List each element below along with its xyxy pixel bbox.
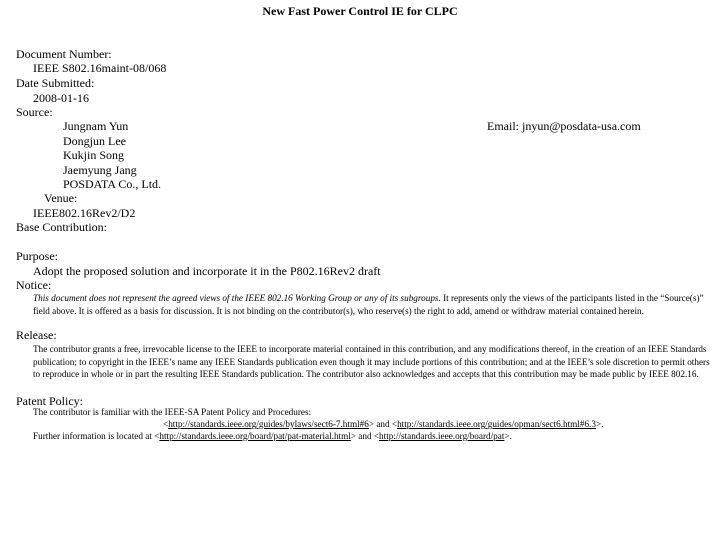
bracket-text: >. xyxy=(595,419,604,429)
document-number-label: Document Number: xyxy=(16,47,112,61)
connector-text: > and < xyxy=(368,419,398,429)
patent-further-info xyxy=(33,430,512,443)
source-email: Email: jnyun@posdata-usa.com xyxy=(487,119,641,133)
venue-label: Venue: xyxy=(44,191,78,205)
purpose-label: Purpose: xyxy=(16,249,58,263)
bylaws-link[interactable]: http://standards.ieee.org/guides/bylaws/sect6-7.html#6 xyxy=(168,419,369,429)
pat-board-link[interactable]: http://standards.ieee.org/board/pat xyxy=(379,431,505,441)
venue-value: IEEE802.16Rev2/D2 xyxy=(33,206,136,220)
source-name: Dongjun Lee xyxy=(63,134,126,148)
further-info-text: Further information is located at < xyxy=(33,431,160,441)
release-label: Release: xyxy=(16,328,57,342)
date-submitted-label: Date Submitted: xyxy=(16,76,95,90)
pat-material-link[interactable]: http://standards.ieee.org/board/pat/pat-material.html xyxy=(159,431,351,441)
notice-body: . It represents only the views of the participants listed in the “Source(s)” field above. It is offered as a basis for discussion. It is not binding on the contributor(s), who reserve(s) the right to add, amend or withdraw material contained herein. xyxy=(33,293,704,316)
patent-policy-label: Patent Policy: xyxy=(16,394,83,408)
patent-policy-intro: The contributor is familiar with the IEEE-SA Patent Policy and Procedures: xyxy=(33,407,312,417)
source-label: Source: xyxy=(16,105,53,119)
document-title: New Fast Power Control IE for CLPC xyxy=(262,4,458,18)
document-number-value: IEEE S802.16maint-08/068 xyxy=(33,61,167,75)
source-name: Jaemyung Jang xyxy=(63,163,137,177)
notice-label: Notice: xyxy=(16,278,52,292)
patent-policy-links xyxy=(163,418,603,431)
connector-text: > and < xyxy=(350,431,380,441)
notice-text xyxy=(33,292,705,317)
date-submitted-value: 2008-01-16 xyxy=(33,91,89,105)
source-organization: POSDATA Co., Ltd. xyxy=(63,177,162,191)
source-name: Kukjin Song xyxy=(63,148,125,162)
notice-disclaimer: This document does not represent the agreed views of the IEEE 802.16 Working Group or any of its subgroups xyxy=(33,293,439,303)
bracket-text: >. xyxy=(504,431,512,441)
release-text: The contributor grants a free, irrevocable license to the IEEE to incorporate material contained in this contribution, and any modifications thereof, in the creation of an IEEE Standards publication; to copyright in the IEEE’s name any IEEE Standards publication even though it may include portions of this contribution; and at the IEEE’s sole discretion to permit others to reproduce in whole or in part the resulting IEEE Standards publication. The contributor also acknowledges and accepts that this contribution may be made public by IEEE 802.16. xyxy=(33,344,710,379)
purpose-value: Adopt the proposed solution and incorporate it in the P802.16Rev2 draft xyxy=(33,264,381,278)
source-name: Jungnam Yun xyxy=(63,119,129,133)
base-contribution-label: Base Contribution: xyxy=(16,220,107,234)
opman-link[interactable]: http://standards.ieee.org/guides/opman/sect6.html#6.3 xyxy=(397,419,596,429)
bracket-text: < xyxy=(163,419,169,429)
